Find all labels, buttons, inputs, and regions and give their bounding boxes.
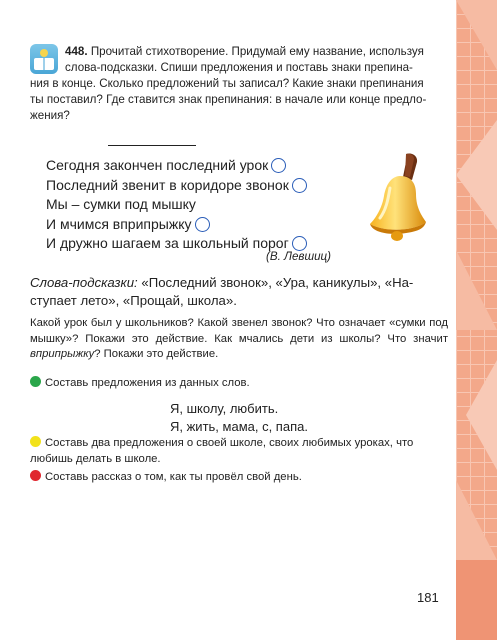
task-448-text (30, 44, 448, 124)
poem-line: Сегодня закончен последний урок (46, 156, 307, 176)
green-task: Составь предложения из данных слов. (30, 376, 450, 392)
green-dot-icon (30, 376, 41, 387)
red-task: Составь рассказ о том, как ты провёл свой день. (30, 470, 450, 486)
poem-line: Последний звенит в коридоре звонок (46, 176, 307, 196)
punctuation-circle (195, 217, 210, 232)
task-line: жения? (30, 109, 70, 122)
hint-line: ступает лето», «Прощай, школа». (30, 293, 237, 308)
side-strip-triangles (456, 0, 497, 640)
punctuation-circle (292, 178, 307, 193)
poem (46, 156, 307, 254)
hint-line: «Последний звонок», «Ура, каникулы», «На- (137, 275, 414, 290)
poem-line: И дружно шагаем за школьный порог (46, 234, 307, 254)
punctuation-circle (271, 158, 286, 173)
word-line: Я, жить, мама, с, папа. (170, 419, 308, 434)
side-strip-bottom (456, 560, 497, 640)
title-blank-line (108, 145, 196, 146)
hint-label: Слова-подсказки: (30, 275, 138, 290)
task-line: ты поставил? Где ставится знак препинания: в начале или конце предло- (30, 93, 427, 106)
task-line: ния в конце. Сколько предложений ты записал? Какие знаки препинания (30, 77, 424, 90)
yellow-dot-icon (30, 436, 41, 447)
italic-word: вприпрыжку (30, 348, 95, 360)
punctuation-circle (292, 236, 307, 251)
task-line: Прочитай стихотворение. Придумай ему название, используя (90, 45, 424, 58)
red-dot-icon (30, 470, 41, 481)
page-number: 181 (417, 590, 439, 605)
school-bell-icon (362, 150, 432, 242)
word-line: Я, школу, любить. (170, 401, 279, 416)
task-line: слова-подсказки. Спиши предложения и поставь знаки препина- (65, 61, 413, 74)
poem-author: (В. Левшиц) (266, 250, 332, 263)
word-list (170, 400, 308, 436)
questions-paragraph: Какой урок был у школьников? Какой звенел звонок? Что означает «сумки под мышку»? Покажи это действие. Как мчались дети из школы? Что значит вприпрыжку? Покажи это действие. (30, 317, 448, 360)
task-number: 448. (65, 45, 88, 58)
poem-line: Мы – сумки под мышку (46, 196, 196, 212)
yellow-task: Составь два предложения о своей школе, своих любимых уроках, что любишь делать в школе. (30, 437, 414, 465)
poem-line: И мчимся вприпрыжку (46, 215, 307, 235)
hint-words (30, 274, 448, 310)
